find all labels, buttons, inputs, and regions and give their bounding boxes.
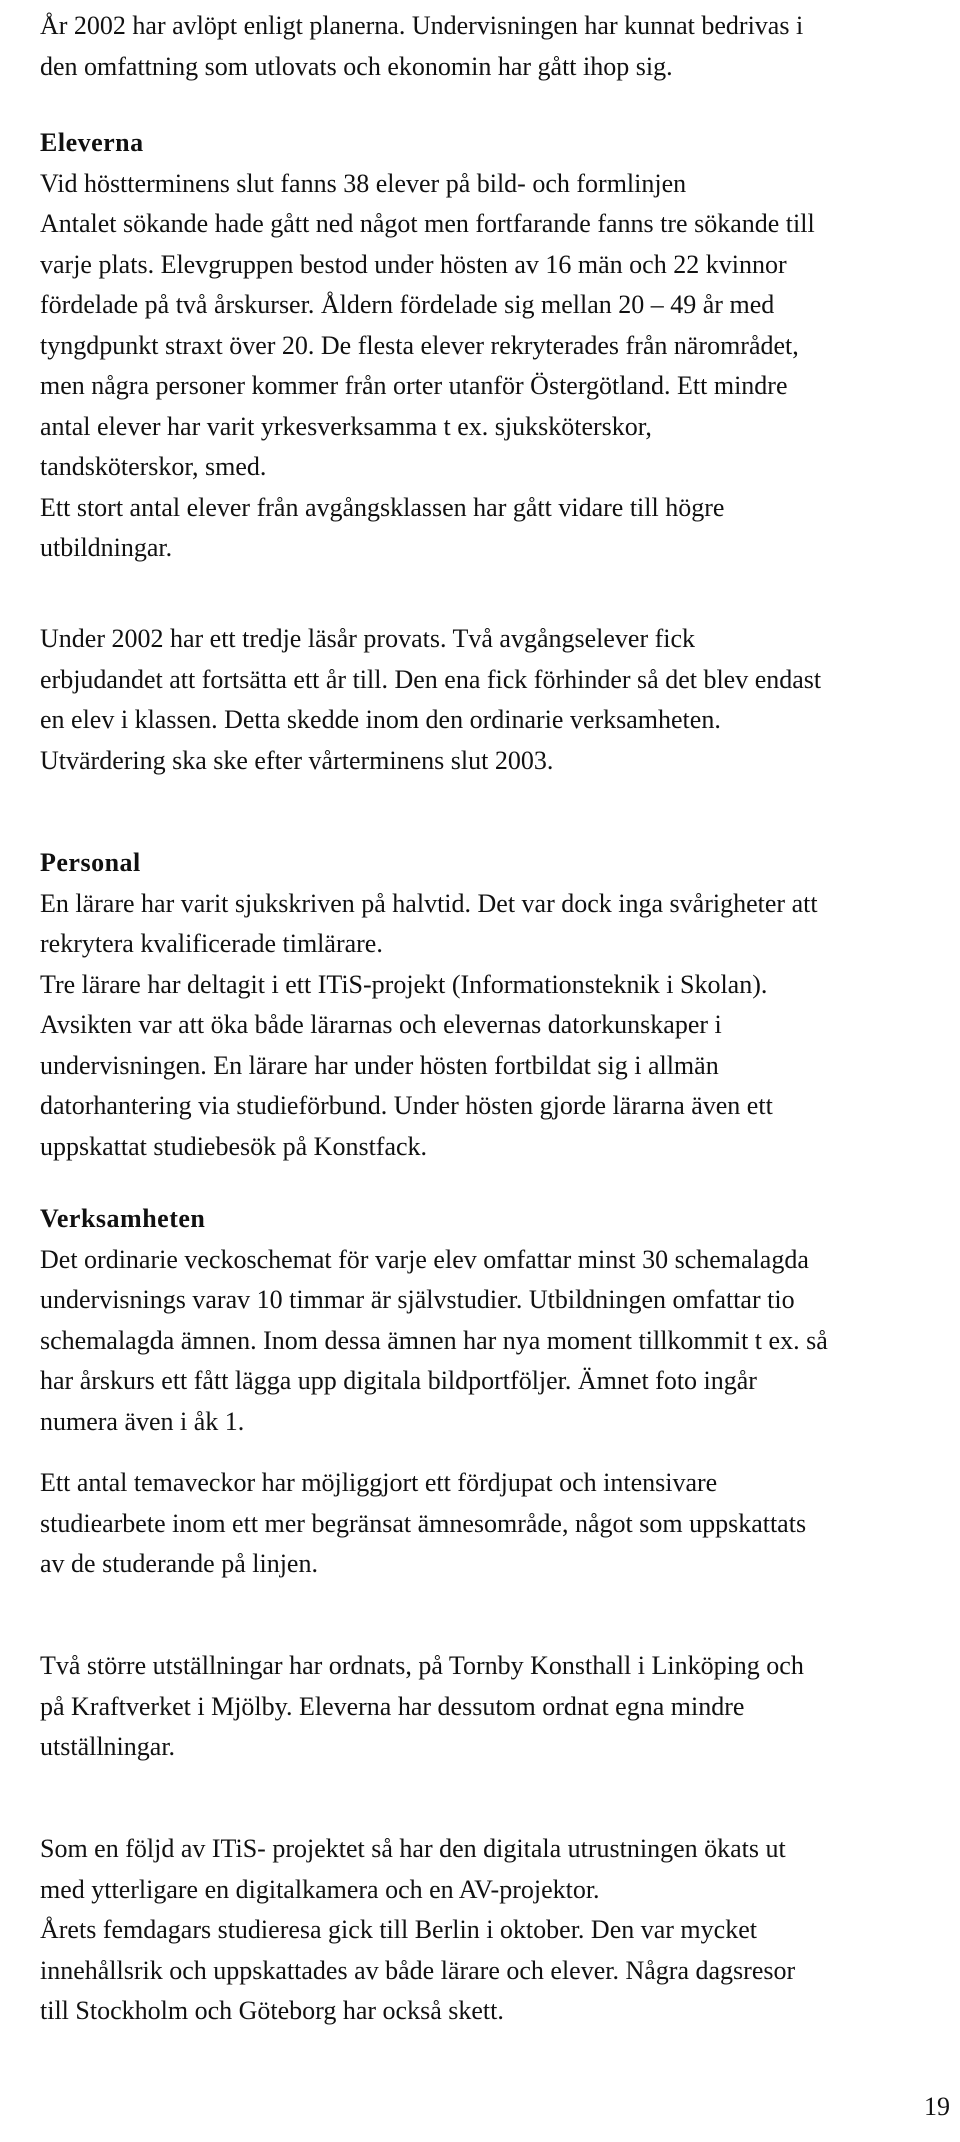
text-line: En lärare har varit sjukskriven på halvtid. Det var dock inga svårigheter att (40, 888, 818, 918)
text-line: den omfattning som utlovats och ekonomin har gått ihop sig. (40, 51, 673, 81)
text-line: Under 2002 har ett tredje läsår provats. Två avgångselever fick (40, 624, 696, 653)
text-line: tyngdpunkt straxt över 20. De flesta elever rekryterades från närområdet, (40, 330, 799, 360)
text-line: Utvärdering ska ske efter vårterminens slut 2003. (40, 745, 554, 775)
intro-paragraph (40, 6, 930, 87)
text-line: men några personer kommer från orter utanför Östergötland. Ett mindre (40, 371, 788, 400)
text-line: numera även i åk 1. (40, 1406, 245, 1436)
text-line: har årskurs ett fått lägga upp digitala bildportföljer. Ämnet foto ingår (40, 1366, 757, 1395)
text-line: Vid höstterminens slut fanns 38 elever på bild- och formlinjen (40, 168, 687, 198)
text-line: innehållsrik och uppskattades av både lärare och elever. Några dagsresor (40, 1955, 796, 1985)
text-line: Ett antal temaveckor har möjliggjort ett fördjupat och intensivare (40, 1468, 718, 1497)
text-line: undervisnings varav 10 timmar är självstudier. Utbildningen omfattar tio (40, 1285, 795, 1314)
text-line: schemalagda ämnen. Inom dessa ämnen har nya moment tillkommit t ex. så (40, 1325, 828, 1355)
section-eleverna (40, 123, 930, 569)
text-line: erbjudandet att fortsätta ett år till. Den ena fick förhinder så det blev endast (40, 664, 822, 694)
page-number: 19 (924, 2092, 950, 2121)
text-line: fördelade på två årskurser. Åldern fördelade sig mellan 20 – 49 år med (40, 290, 775, 319)
text-line: på Kraftverket i Mjölby. Eleverna har dessutom ordnat egna mindre (40, 1691, 745, 1721)
text-line: tandsköterskor, smed. (40, 452, 267, 481)
text-line: av de studerande på linjen. (40, 1549, 318, 1578)
text-line: undervisningen. En lärare har under hösten fortbildat sig i allmän (40, 1050, 719, 1080)
text-line: Det ordinarie veckoschemat för varje elev omfattar minst 30 schemalagda (40, 1244, 809, 1274)
text-line: med ytterligare en digitalkamera och en AV-projektor. (40, 1874, 600, 1904)
text-line: datorhantering via studieförbund. Under hösten gjorde lärarna även ett (40, 1091, 773, 1120)
paragraph-itis-studieresa (40, 1829, 930, 2032)
text-line: studiearbete inom ett mer begränsat ämnesområde, något som uppskattats (40, 1508, 807, 1538)
text-line: utbildningar. (40, 533, 173, 562)
text-line: antal elever har varit yrkesverksamma t ex. sjuksköterskor, (40, 411, 652, 441)
paragraph-tredje-lasar (40, 619, 930, 781)
text-line: rekrytera kvalificerade timlärare. (40, 929, 383, 958)
section-verksamheten (40, 1199, 930, 1442)
text-line: Antalet sökande hade gått ned något men fortfarande fanns tre sökande till (40, 209, 815, 238)
text-line: varje plats. Elevgruppen bestod under hösten av 16 män och 22 kvinnor (40, 249, 787, 279)
text-line: utställningar. (40, 1732, 176, 1761)
text-line: År 2002 har avlöpt enligt planerna. Undervisningen har kunnat bedrivas i (40, 11, 804, 40)
text-line: uppskattat studiebesök på Konstfack. (40, 1131, 428, 1161)
text-line: till Stockholm och Göteborg har också skett. (40, 1996, 504, 2025)
section-personal (40, 843, 930, 1167)
text-line: Två större utställningar har ordnats, på Tornby Konsthall i Linköping och (40, 1651, 804, 1680)
paragraph-temaveckor (40, 1463, 930, 1585)
section-heading-verksamheten: Verksamheten (40, 1204, 206, 1233)
section-heading-personal: Personal (40, 848, 141, 877)
text-line: en elev i klassen. Detta skedde inom den ordinarie verksamheten. (40, 705, 721, 734)
text-line: Tre lärare har deltagit i ett ITiS-projekt (Informationsteknik i Skolan). (40, 969, 768, 999)
paragraph-utstallningar (40, 1646, 930, 1768)
section-heading-eleverna: Eleverna (40, 128, 144, 157)
text-line: Årets femdagars studieresa gick till Berlin i oktober. Den var mycket (40, 1915, 757, 1944)
text-line: Som en följd av ITiS- projektet så har den digitala utrustningen ökats ut (40, 1834, 786, 1863)
text-line: Ett stort antal elever från avgångsklassen har gått vidare till högre (40, 492, 725, 522)
text-line: Avsikten var att öka både lärarnas och elevernas datorkunskaper i (40, 1010, 722, 1039)
